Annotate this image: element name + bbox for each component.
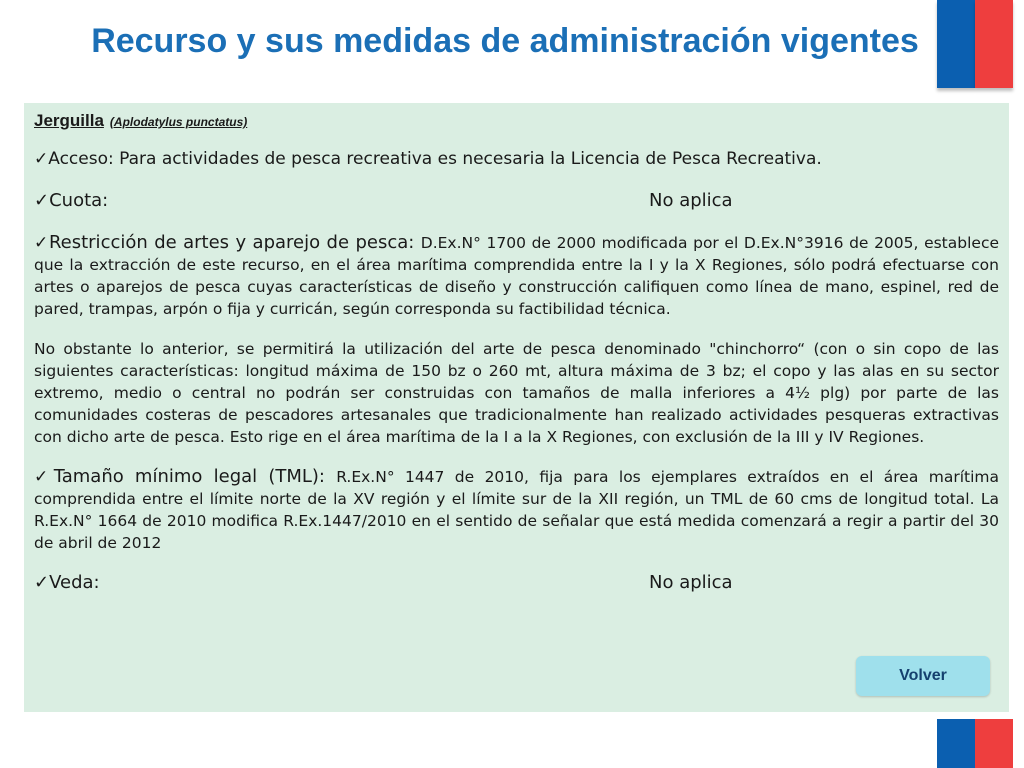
cuota-value: No aplica [649,190,733,211]
veda-item [34,572,999,594]
checkmark-icon: ✓ [34,149,49,169]
acceso-text: Acceso: Para actividades de pesca recreativa es necesaria la Licencia de Pesca Recreativa. [48,149,822,169]
checkmark-icon: ✓ [34,467,54,487]
chile-flag-stripes-bottom [937,719,1013,768]
page-title: Recurso y sus medidas de administración vigentes [91,22,919,60]
checkmark-icon: ✓ [34,190,50,211]
restriccion-label: Restricción de artes y aparejo de pesca: [48,232,421,253]
chile-flag-stripes-top [937,0,1013,88]
volver-button[interactable]: Volver [856,656,990,696]
flag-red-stripe [975,719,1013,768]
cuota-label: Cuota: [49,190,109,211]
tml-text: R.Ex.N° 1447 de 2010, fija para los ejemplares extraídos en el área marítima comprendida entre el límite norte de la XV región y el límite sur de la XII región, un TML de 60 cms de longitud total. La R.Ex.N° 1664 de 2010 modifica R.Ex.1447/2010 en el sentido de señalar que está medida comenzará a regir a partir del 30 de abril de 2012 [34,468,999,552]
restriccion-text: D.Ex.N° 1700 de 2000 modificada por el D.Ex.N°3916 de 2005, establece que la extracción de este recurso, en el área marítima comprendida entre la I y la X Regiones, sólo podrá efectuarse con artes o aparejos de pesca cuyas características de diseño y construcción califiquen como línea de mano, espinel, red de pared, trampas, arpón o fija y curricán, según corresponda su factibilidad técnica. [34,234,999,318]
checkmark-icon: ✓ [34,572,50,593]
cuota-label-wrap [34,190,649,212]
veda-value: No aplica [649,572,733,593]
flag-blue-stripe [937,719,975,768]
species-scientific-name: (Aplodatylus punctatus) [109,115,248,129]
species-name: Jerguilla [34,111,104,130]
restriccion-item [34,232,999,320]
no-obstante-paragraph: No obstante lo anterior, se permitirá la utilización del arte de pesca denominado "chinchorro“ (con o sin copo de las siguientes características: longitud máxima de 150 bz o 260 mt, altura máxima de 3 bz; el copo y las alas en su sector extremo, medio o central no podrán ser construidas con tamaños de malla inferiores a 4½ plg) por parte de las comunidades costeras de pescadores artesanales que tradicionalmente han realizado actividades pesqueras extractivas con dicho arte de pesca. Esto rige en el área marítima de la I a la X Regiones, con exclusión de la III y IV Regiones. [34,340,999,446]
species-heading [34,111,999,132]
tml-label: Tamaño mínimo legal (TML): [53,466,337,487]
content-panel [24,103,1009,712]
flag-red-stripe [975,0,1013,88]
veda-label: Veda: [49,572,100,593]
checkmark-icon: ✓ [34,233,49,253]
tml-item [34,466,999,554]
acceso-item [34,148,999,170]
cuota-item [34,190,999,212]
flag-blue-stripe [937,0,975,88]
veda-label-wrap [34,572,649,594]
